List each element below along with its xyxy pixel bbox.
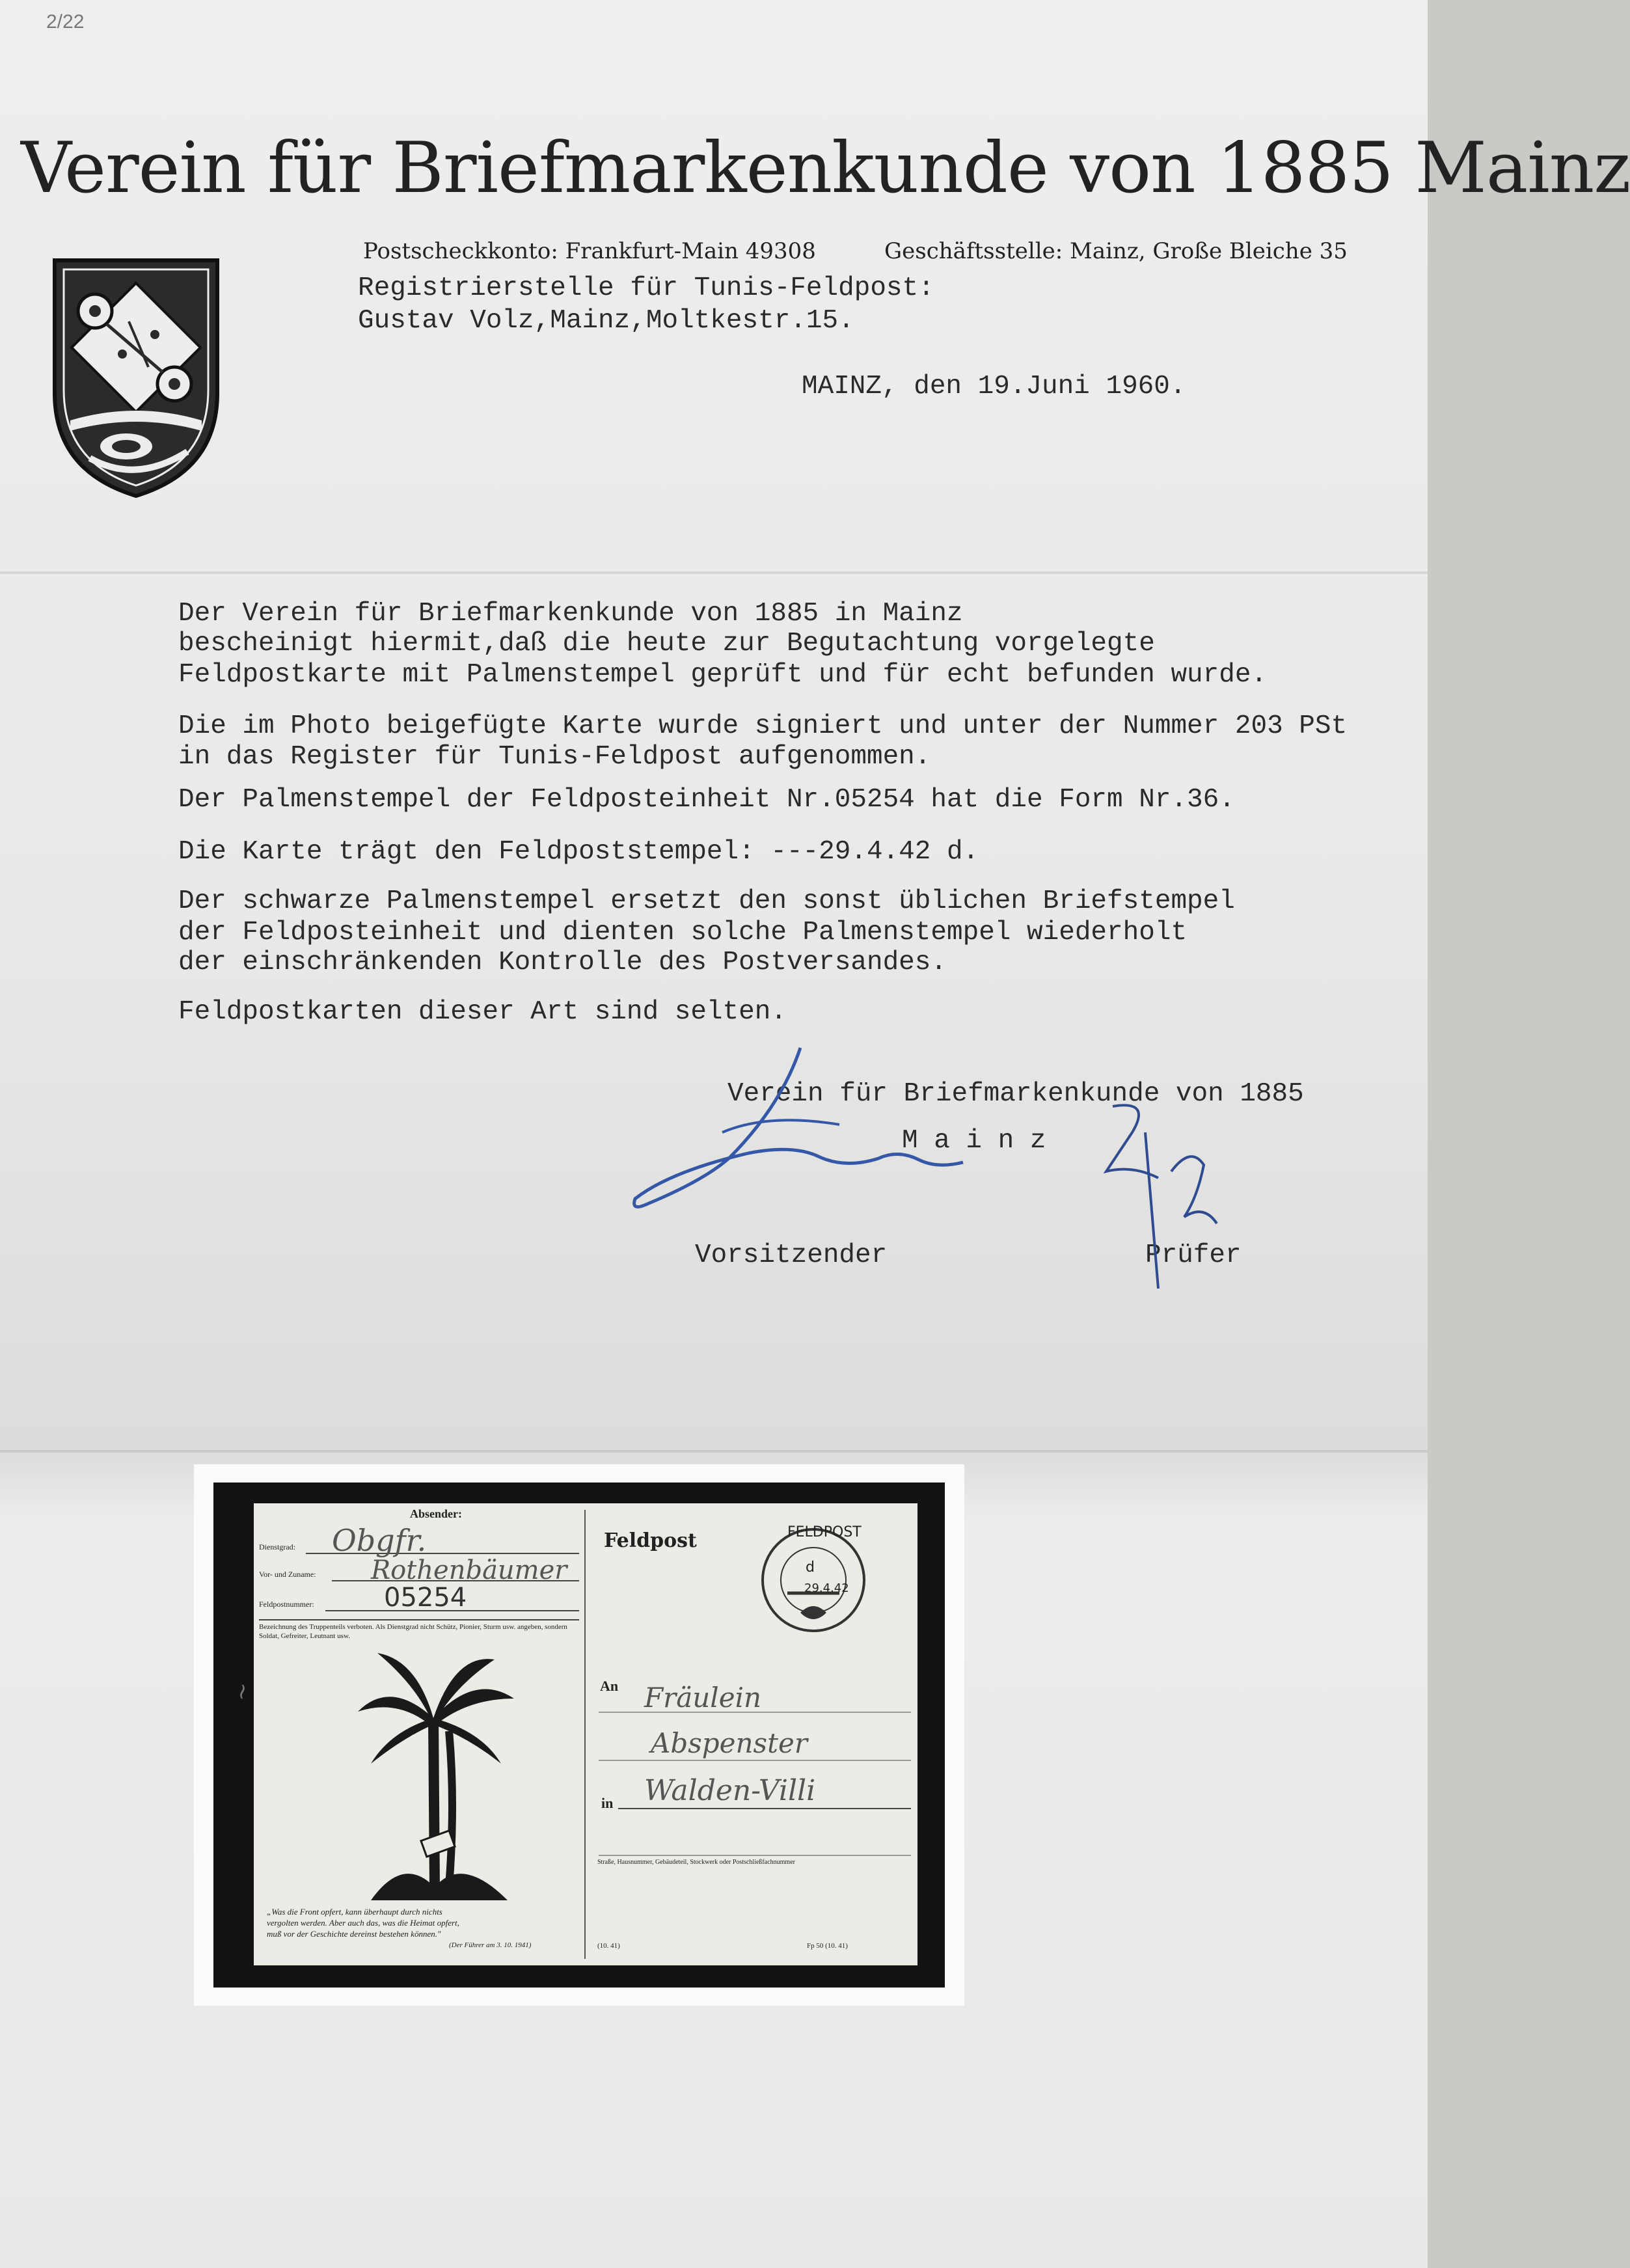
body-p2-line-1: Die im Photo beigefügte Karte wurde signiert und unter der Nummer 203 PSt xyxy=(178,711,1348,741)
an-label: An xyxy=(600,1678,619,1694)
handwritten-address-2: Abspenster xyxy=(651,1727,808,1759)
quote-line-2: vergolten werden. Aber auch das, was die Heimat opfert, xyxy=(267,1918,459,1928)
fold-line xyxy=(0,1450,1428,1453)
letterhead-title: Verein für Briefmarkenkunde von 1885 Mainz xyxy=(21,128,1630,209)
address-line-4 xyxy=(599,1855,911,1856)
body-p4: Die Karte trägt den Feldpoststempel: ---29.4.42 d. xyxy=(178,837,979,867)
rank-label: Dienstgrad: xyxy=(259,1542,295,1551)
name-label: Vor- und Zuname: xyxy=(259,1570,316,1579)
address-line-3 xyxy=(618,1808,911,1809)
postmark-letter: d xyxy=(806,1559,815,1576)
feldpost-card xyxy=(228,1503,917,1965)
signature-left-role: Vorsitzender xyxy=(695,1240,888,1270)
attached-photo xyxy=(194,1464,964,2006)
signature-org: Verein für Briefmarkenkunde von 1885 xyxy=(727,1079,1304,1109)
date-line: MAINZ, den 19.Juni 1960. xyxy=(802,372,1186,402)
print-code-left: (10. 41) xyxy=(597,1942,620,1950)
feldpost-heading: Feldpost xyxy=(604,1529,697,1552)
body-p6: Feldpostkarten dieser Art sind selten. xyxy=(178,997,787,1027)
body-p5-line-3: der einschränkenden Kontrolle des Postversandes. xyxy=(178,948,947,977)
quote-line-3: muß vor der Geschichte dereinst bestehen können." xyxy=(267,1929,441,1939)
sender-header: Absender: xyxy=(410,1507,462,1520)
fold-line xyxy=(0,571,1428,574)
postmark-text: FELDPOST xyxy=(787,1524,862,1540)
handwritten-margin-note: ~ xyxy=(228,1680,257,1703)
photo-black-border xyxy=(213,1482,945,1988)
print-code-right: Fp 50 (10. 41) xyxy=(807,1942,848,1950)
handwritten-address-3: Walden-Villi xyxy=(644,1774,816,1807)
body-p1-line-3: Feldpostkarte mit Palmenstempel geprüft und für echt befunden wurde. xyxy=(178,660,1268,690)
palm-stamp-icon xyxy=(351,1640,521,1913)
card-center-line xyxy=(584,1510,586,1959)
handwritten-rank: Obgfr. xyxy=(332,1523,427,1558)
examiner-signature xyxy=(1093,1093,1236,1295)
signature-city: M a i n z xyxy=(902,1126,1046,1156)
divider-line xyxy=(259,1619,579,1620)
office-address: Geschäftsstelle: Mainz, Große Bleiche 35 xyxy=(884,238,1348,264)
handwritten-fp-number: 05254 xyxy=(384,1583,467,1613)
corner-note: 2/22 xyxy=(46,11,85,33)
body-p1-line-2: bescheinigt hiermit,daß die heute zur Begutachtung vorgelegte xyxy=(178,629,1155,659)
body-p1-line-1: Der Verein für Briefmarkenkunde von 1885 in Mainz xyxy=(178,599,963,629)
address-footer: Straße, Hausnummer, Gebäudeteil, Stockwerk oder Postschließfachnummer xyxy=(597,1859,795,1866)
quote-line-1: „Was die Front opfert, kann überhaupt durch nichts xyxy=(267,1907,442,1917)
warning-text: Bezeichnung des Truppenteils verboten. Als Dienstgrad nicht Schütz, Pionier, Sturm usw. angeben, sondern Soldat, Gefreiter, Leutnant usw. xyxy=(259,1623,567,1640)
registry-line-2: Gustav Volz,Mainz,Moltkestr.15. xyxy=(358,306,854,336)
registry-line-1: Registrierstelle für Tunis-Feldpost: xyxy=(358,273,934,303)
fpnumber-label: Feldpostnummer: xyxy=(259,1600,314,1609)
body-p5-line-1: Der schwarze Palmenstempel ersetzt den sonst üblichen Briefstempel xyxy=(178,886,1235,916)
chairman-signature xyxy=(625,1035,989,1243)
quote-source: (Der Führer am 3. 10. 1941) xyxy=(449,1941,532,1949)
address-line-2 xyxy=(599,1760,911,1761)
postmark-date: 29.4.42 xyxy=(804,1581,849,1595)
body-p2-line-2: in das Register für Tunis-Feldpost aufgenommen. xyxy=(178,742,931,772)
handwritten-address-1: Fräulein xyxy=(644,1682,762,1714)
body-p5-line-2: der Feldposteinheit und dienten solche Palmenstempel wiederholt xyxy=(178,918,1188,948)
in-label: in xyxy=(601,1795,614,1811)
body-p3: Der Palmenstempel der Feldposteinheit Nr.05254 hat die Form Nr.36. xyxy=(178,785,1235,815)
handwritten-name: Rothenbäumer xyxy=(371,1555,567,1585)
signature-right-role: Prüfer xyxy=(1145,1240,1242,1270)
club-crest-icon xyxy=(51,256,221,501)
postscheck-account: Postscheckkonto: Frankfurt-Main 49308 xyxy=(363,238,816,264)
